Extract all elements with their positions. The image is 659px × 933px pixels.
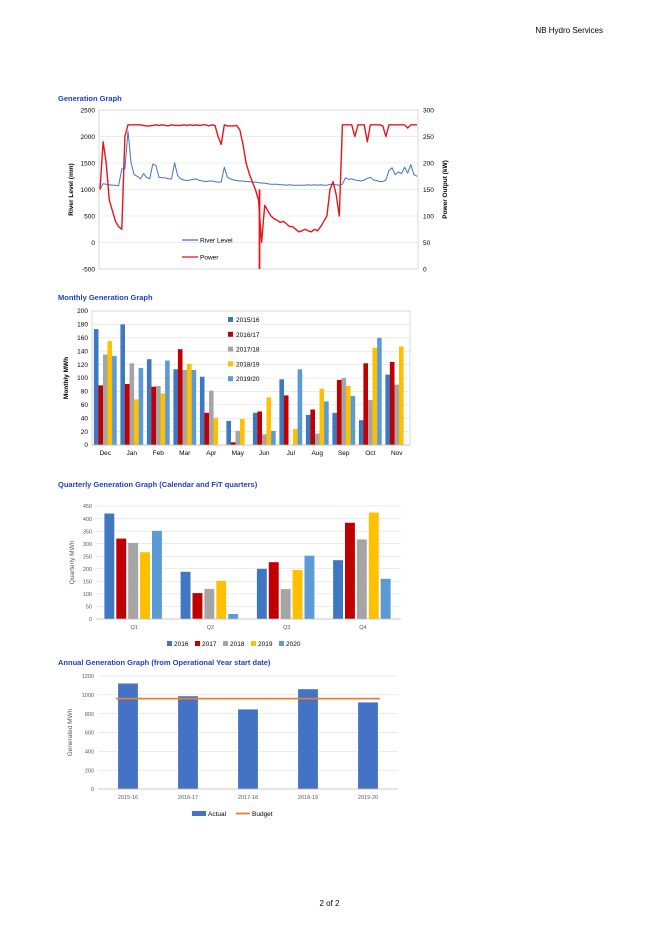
bar-2019-20-Mar: [192, 370, 197, 445]
monthly-graph-title: Monthly Generation Graph: [58, 293, 153, 302]
x-tick-label: May: [231, 450, 244, 457]
legend-label: 2016: [174, 641, 189, 648]
y-tick-label: 1500: [80, 160, 95, 168]
legend-swatch: [228, 376, 233, 381]
legend-label: River Level: [200, 237, 233, 245]
bar-2016-17-Apr: [204, 413, 209, 445]
bar-2015-16-Jul: [279, 379, 284, 445]
y-tick-label: 50: [85, 604, 92, 611]
y-tick-label: 200: [82, 566, 92, 573]
y-tick-label: 100: [82, 592, 92, 599]
bar-2018-19-Nov: [399, 347, 404, 446]
bar-2015-16-Feb: [147, 359, 152, 445]
bar-2018-19-Aug: [320, 389, 325, 445]
legend-swatch: [251, 641, 256, 646]
x-tick-label: 2015-16: [117, 795, 139, 801]
x-tick-label: Q1: [130, 625, 138, 631]
x-tick-label: Feb: [152, 450, 164, 457]
bar-2018-19-Jul: [293, 429, 298, 445]
bar-2016-17-Mar: [178, 349, 183, 445]
x-tick-label: Dec: [99, 450, 112, 457]
bar-2018-19-Jan: [134, 399, 139, 445]
bar-2017-18-Oct: [368, 400, 373, 445]
legend-swatch: [228, 317, 233, 322]
bar-Actual-2019-20: [358, 702, 378, 789]
bar-2016-17-May: [231, 442, 236, 445]
bar-2017-18-May: [236, 431, 241, 445]
legend-swatch: [228, 332, 233, 337]
y-tick-label: 60: [80, 402, 88, 409]
y-tick-label: 200: [84, 768, 94, 775]
bar-2019-Q4: [369, 513, 379, 620]
x-tick-label: Q3: [282, 625, 291, 631]
bar-2017-Q2: [193, 593, 203, 619]
quarterly-graph-title: Quarterly Generation Graph (Calendar and FiT quarters): [58, 480, 258, 489]
y-tick-label: 400: [84, 749, 94, 756]
legend-swatch: [279, 641, 284, 646]
bar-2018-19-Jun: [267, 397, 272, 445]
bar-2016-17-Jul: [284, 395, 289, 445]
bar-2017-18-Mar: [183, 370, 188, 445]
y-tick-label: 300: [82, 541, 92, 548]
bar-2016-Q1: [104, 514, 114, 620]
legend-label: 2018: [230, 641, 245, 648]
bar-2016-17-Dec: [98, 385, 103, 445]
x-tick-label: Jun: [259, 450, 270, 457]
bar-2018-19-Mar: [187, 364, 192, 445]
y-tick-label: 120: [77, 361, 88, 369]
y-tick-label: 140: [77, 348, 88, 356]
bar-Actual-2016-17: [178, 696, 198, 789]
legend-label: 2017: [202, 641, 217, 648]
x-tick-label: Q2: [206, 625, 215, 631]
bar-2016-17-Jun: [257, 412, 262, 446]
y-tick-label: 150: [82, 579, 92, 586]
x-tick-label: Aug: [311, 450, 324, 457]
bar-2017-18-Apr: [209, 391, 214, 445]
y2-tick-label: 100: [423, 213, 434, 221]
legend-label: Actual: [208, 811, 227, 818]
x-tick-label: Oct: [365, 450, 376, 457]
y-tick-label: 200: [77, 308, 88, 316]
y-tick-label: 20: [80, 428, 88, 436]
y2-tick-label: 150: [423, 186, 434, 194]
x-tick-label: 2017-18: [237, 795, 259, 801]
legend-label: 2016/17: [236, 331, 260, 339]
y-tick-label: 600: [84, 730, 94, 737]
bar-2016-17-Feb: [151, 387, 156, 445]
series-line-river-level: [100, 131, 417, 189]
bar-2019-20-Aug: [324, 401, 329, 445]
y-tick-label: 0: [91, 239, 95, 247]
bar-2015-16-Jan: [120, 324, 125, 445]
series-line-power: [100, 125, 417, 243]
bar-2018-Q3: [281, 589, 291, 619]
bar-2016-17-Nov: [390, 362, 395, 445]
legend-label: 2018/19: [236, 361, 260, 369]
bar-2018-19-Sep: [346, 386, 351, 445]
legend-swatch: [167, 641, 172, 646]
x-tick-label: 2018-19: [297, 795, 319, 801]
y-tick-label: 2500: [80, 107, 95, 115]
bar-2016-Q3: [257, 569, 267, 619]
y-tick-label: 80: [80, 388, 88, 396]
bar-Actual-2018-19: [298, 689, 318, 789]
page-number: 2 of 2: [319, 899, 340, 908]
y-tick-label: 250: [82, 554, 92, 561]
bar-2019-20-Oct: [377, 338, 382, 445]
y-tick-label: 350: [82, 529, 92, 536]
bar-2017-18-Sep: [342, 378, 347, 445]
bar-2015-16-Mar: [173, 369, 178, 445]
bar-2016-Q2: [181, 572, 191, 619]
y-tick-label: 180: [77, 321, 88, 329]
y-tick-label: 500: [84, 213, 95, 221]
bar-2016-17-Jan: [125, 384, 130, 445]
y-tick-label: 0: [88, 617, 92, 624]
bar-2017-18-Aug: [315, 434, 320, 445]
bar-2018-Q2: [204, 589, 214, 619]
y-tick-label: 1000: [80, 186, 95, 194]
legend-label: 2020: [286, 641, 301, 648]
bar-2015-16-Nov: [385, 375, 390, 445]
bar-2020-Q4: [381, 579, 391, 619]
bar-2019-20-Sep: [351, 396, 356, 445]
bar-Actual-2017-18: [238, 709, 258, 789]
bar-2019-20-Jul: [298, 369, 303, 445]
x-tick-label: Jan: [126, 450, 137, 457]
bar-2018-19-Dec: [108, 341, 113, 445]
x-tick-label: Sep: [337, 450, 350, 457]
y2-tick-label: 300: [423, 107, 434, 115]
bar-2017-18-Feb: [156, 386, 161, 445]
x-tick-label: Q4: [359, 625, 367, 631]
bar-2016-17-Sep: [337, 380, 342, 445]
bar-2017-18-Jan: [130, 363, 135, 445]
bar-2015-16-Dec: [94, 329, 99, 445]
annual-graph-title: Annual Generation Graph (from Operational Year start date): [58, 658, 271, 667]
bar-2016-Q4: [333, 560, 343, 619]
bar-2019-Q3: [293, 570, 303, 619]
y-axis-label: Quarterly MWh: [69, 540, 76, 585]
bar-2020-Q3: [305, 556, 315, 619]
y-tick-label: 2000: [80, 133, 95, 141]
bar-2015-16-Jun: [253, 413, 258, 445]
y-tick-label: 1200: [81, 674, 94, 681]
y-tick-label: 400: [82, 516, 92, 523]
legend-label: Budget: [252, 811, 273, 818]
legend-swatch: [195, 641, 200, 646]
y2-tick-label: 50: [423, 239, 431, 247]
y-tick-label: 160: [77, 335, 88, 342]
legend-swatch: [223, 641, 228, 646]
legend-label: 2019: [258, 641, 273, 648]
y-tick-label: -500: [81, 266, 95, 274]
legend-swatch-actual: [192, 811, 206, 816]
bar-2018-19-May: [240, 419, 245, 445]
x-tick-label: 2016-17: [177, 795, 199, 801]
x-tick-label: Mar: [179, 450, 191, 457]
y-tick-label: 0: [90, 787, 94, 794]
bar-2017-18-Nov: [395, 385, 400, 445]
y-tick-label: 800: [84, 711, 94, 718]
legend-label: 2015/16: [236, 317, 260, 324]
bar-2015-16-Apr: [200, 377, 205, 445]
x-tick-label: Jul: [286, 450, 295, 457]
x-tick-label: Nov: [390, 450, 403, 457]
legend-swatch: [228, 347, 233, 352]
y-axis-label: Generated MWh: [67, 708, 74, 757]
bar-2017-18-Jun: [262, 434, 267, 445]
y2-tick-label: 250: [423, 133, 434, 141]
y-tick-label: 0: [84, 442, 88, 450]
x-tick-label: 2019-20: [357, 795, 379, 801]
legend-swatch: [228, 361, 233, 366]
legend-label: 2019/20: [236, 376, 260, 384]
y2-tick-label: 0: [423, 266, 427, 274]
bar-2017-18-Dec: [103, 355, 108, 445]
bar-2020-Q2: [228, 614, 238, 619]
y-tick-label: 100: [77, 375, 88, 383]
bar-2018-Q4: [357, 539, 367, 619]
y-tick-label: 40: [80, 415, 88, 423]
bar-2016-17-Aug: [310, 410, 315, 446]
bar-2019-20-Jan: [139, 368, 144, 445]
bar-2017-Q4: [345, 523, 355, 619]
bar-2018-19-Feb: [161, 393, 166, 445]
bar-2017-Q1: [116, 539, 126, 619]
bar-2018-19-Oct: [373, 348, 378, 445]
bar-2019-Q2: [216, 581, 226, 619]
y-axis-label: Monthly MWh: [63, 356, 70, 400]
y-tick-label: 1000: [81, 693, 94, 700]
legend-label: Power: [200, 254, 219, 262]
bar-2019-20-Dec: [112, 356, 117, 445]
bar-2015-16-May: [226, 421, 231, 445]
bar-2015-16-Aug: [306, 415, 311, 445]
bar-2019-Q1: [140, 552, 150, 619]
y2-axis-label: Power Output (kW): [442, 160, 449, 219]
y-tick-label: 450: [82, 504, 92, 511]
bar-2015-16-Oct: [359, 420, 364, 445]
y2-tick-label: 200: [423, 160, 434, 168]
generation-graph-title: Generation Graph: [58, 94, 122, 103]
bar-2017-Q3: [269, 562, 279, 619]
y-axis-label: River Level (mm): [68, 163, 75, 216]
bar-2019-20-Feb: [165, 361, 170, 445]
bar-2019-20-Jun: [271, 431, 276, 445]
company-header: NB Hydro Services: [535, 26, 603, 35]
bar-2018-19-Apr: [214, 418, 219, 445]
bar-2016-17-Oct: [363, 363, 368, 445]
legend-label: 2017/18: [236, 346, 260, 354]
bar-2018-Q1: [128, 543, 138, 619]
bar-2020-Q1: [152, 531, 162, 619]
x-tick-label: Apr: [206, 450, 217, 457]
bar-2015-16-Sep: [332, 413, 337, 445]
